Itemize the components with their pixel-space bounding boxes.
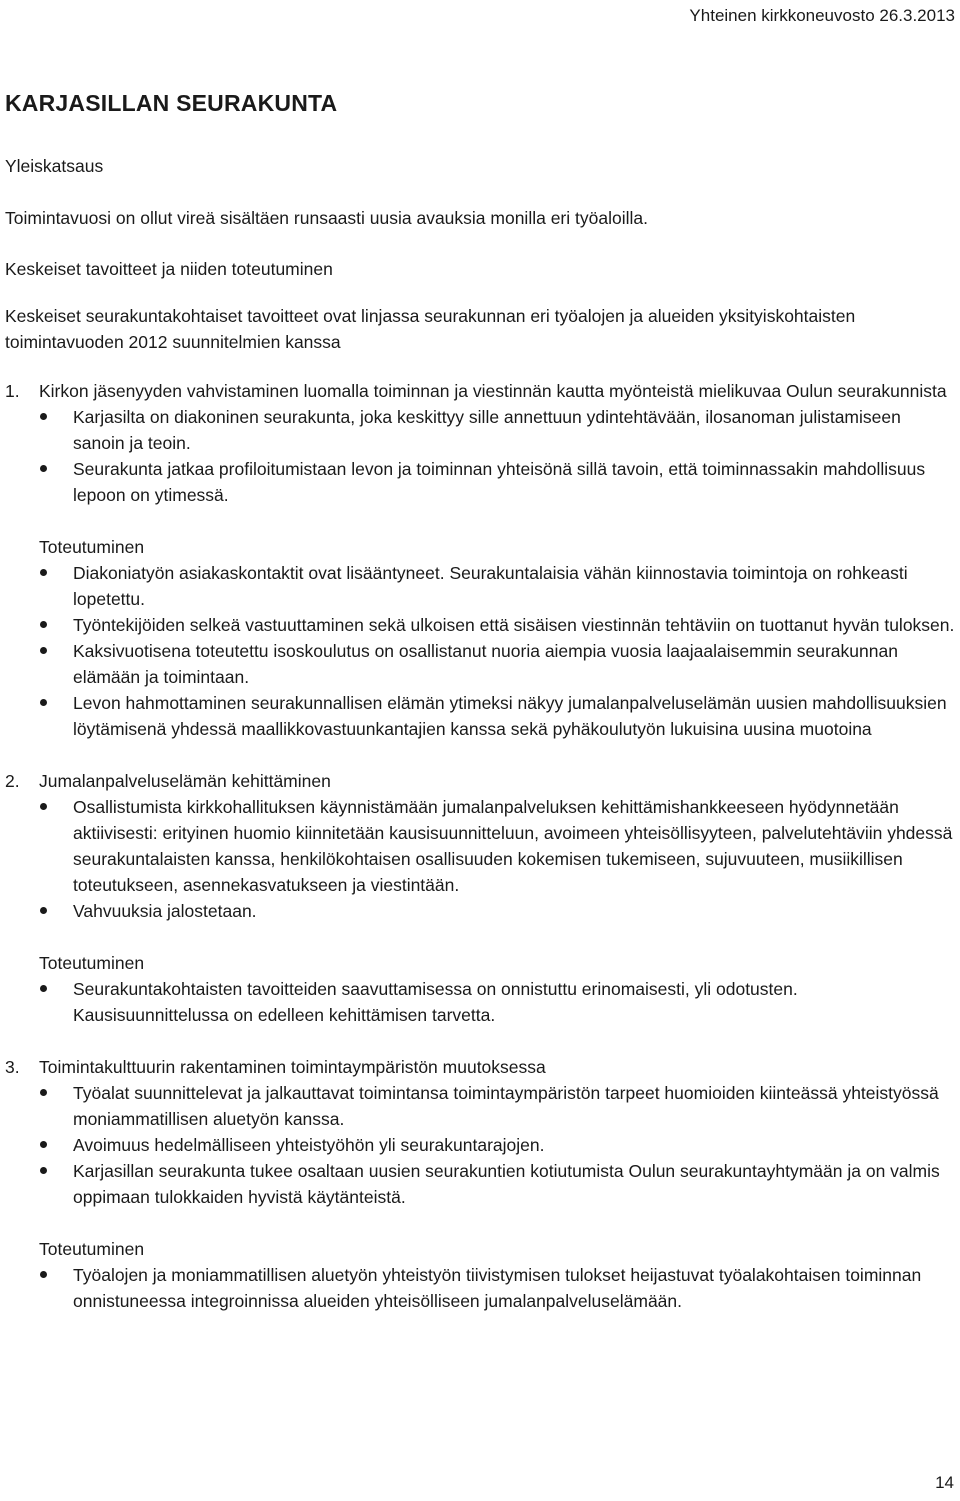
goal-section-3 (0, 1054, 955, 1314)
realization-bullets (39, 976, 955, 1028)
list-item: Työalat suunnittelevat ja jalkauttavat toimintansa toimintaympäristön tarpeet huomioiden kiinteässä yhteistyössä moniammatillisen aluetyön kanssa. (39, 1080, 955, 1132)
overview-text: Toimintavuosi on ollut vireä sisältäen runsaasti uusia avauksia monilla eri työaloilla. (5, 208, 648, 228)
goal-bullets (39, 1080, 955, 1210)
realization-heading: Toteutuminen (39, 953, 145, 973)
goals-list (0, 378, 955, 1314)
goal-section-1 (0, 378, 955, 768)
realization-heading: Toteutuminen (39, 1239, 145, 1259)
section-number: 1. (5, 381, 20, 401)
goal-bullets (39, 404, 955, 508)
list-item: Diakoniatyön asiakaskontaktit ovat lisääntyneet. Seurakuntalaisia vähän kiinnostavia toimintoja on rohkeasti lopetettu. (39, 560, 955, 612)
list-item: Osallistumista kirkkohallituksen käynnistämään jumalanpalveluksen kehittämishankkeeseen hyödynnetään aktiivisesti: erityinen huomio kiinnitetään kausisuunnitteluun, avoimeen yhteisöllisyyteen, palvelutehtäviin yhdessä seurakuntalaisten kanssa, henkilökohtaisen osallisuuden kokemisen tukemiseen, sujuvuuteen, musiikillisen toteutukseen, asennekasvatukseen ja viestintään. (39, 794, 955, 898)
meeting-header: Yhteinen kirkkoneuvosto 26.3.2013 (689, 6, 955, 25)
section-title: Toimintakulttuurin rakentaminen toimintaympäristön muutoksessa (39, 1057, 546, 1077)
section-number: 3. (5, 1057, 20, 1077)
realization-bullets (39, 560, 955, 742)
list-item: Karjasillan seurakunta tukee osaltaan uusien seurakuntien kotiutumista Oulun seurakuntayhtymään ja on valmis oppimaan tulokkaiden hyvistä käytänteistä. (39, 1158, 955, 1210)
goal-section-2 (0, 768, 955, 1054)
goals-heading: Keskeiset tavoitteet ja niiden toteutuminen (5, 259, 333, 279)
section-title: Jumalanpalveluselämän kehittäminen (39, 771, 331, 791)
list-item: Kaksivuotisena toteutettu isoskoulutus on osallistanut nuoria aiempia vuosia laajaalaisemmin seurakunnan elämään ja toimintaan. (39, 638, 955, 690)
page-title: KARJASILLAN SEURAKUNTA (5, 90, 338, 116)
list-item: Seurakunta jatkaa profiloitumistaan levon ja toiminnan yhteisönä sillä tavoin, että toiminnassakin mahdollisuus lepoon on ytimessä. (39, 456, 955, 508)
realization-bullets (39, 1262, 955, 1314)
goal-bullets (39, 794, 955, 924)
overview-heading: Yleiskatsaus (5, 156, 104, 176)
list-item: Työntekijöiden selkeä vastuuttaminen sekä ulkoisen että sisäisen viestinnän tehtäviin on tuottanut hyvän tuloksen. (39, 612, 955, 638)
list-item: Työalojen ja moniammatillisen aluetyön yhteistyön tiivistymisen tulokset heijastuvat työalakohtaisen toiminnan onnistuneessa integroinnissa alueiden yhteisölliseen jumalanpalveluselämään. (39, 1262, 955, 1314)
list-item: Vahvuuksia jalostetaan. (39, 898, 955, 924)
list-item: Karjasilta on diakoninen seurakunta, joka keskittyy sille annettuun ydintehtävään, ilosanoman julistamiseen sanoin ja teoin. (39, 404, 955, 456)
goals-text: Keskeiset seurakuntakohtaiset tavoitteet ovat linjassa seurakunnan eri työalojen ja alueiden yksityiskohtaisten toimintavuoden 2012 suunnitelmien kanssa (5, 306, 856, 352)
list-item: Levon hahmottaminen seurakunnallisen elämän ytimeksi näkyy jumalanpalveluselämän uusien mahdollisuuksien löytämisenä yhdessä maallikkovastuunkantajien kanssa sekä pyhäkoulutyön lukuisina uusina muotoina (39, 690, 955, 742)
list-item: Seurakuntakohtaisten tavoitteiden saavuttamisessa on onnistuttu erinomaisesti, yli odotusten. Kausisuunnittelussa on edelleen kehittämisen tarvetta. (39, 976, 955, 1028)
section-number: 2. (5, 771, 20, 791)
list-item: Avoimuus hedelmälliseen yhteistyöhön yli seurakuntarajojen. (39, 1132, 955, 1158)
page-number: 14 (935, 1473, 954, 1492)
section-title: Kirkon jäsenyyden vahvistaminen luomalla toiminnan ja viestinnän kautta myönteistä mielikuvaa Oulun seurakunnista (39, 381, 947, 401)
realization-heading: Toteutuminen (39, 537, 145, 557)
